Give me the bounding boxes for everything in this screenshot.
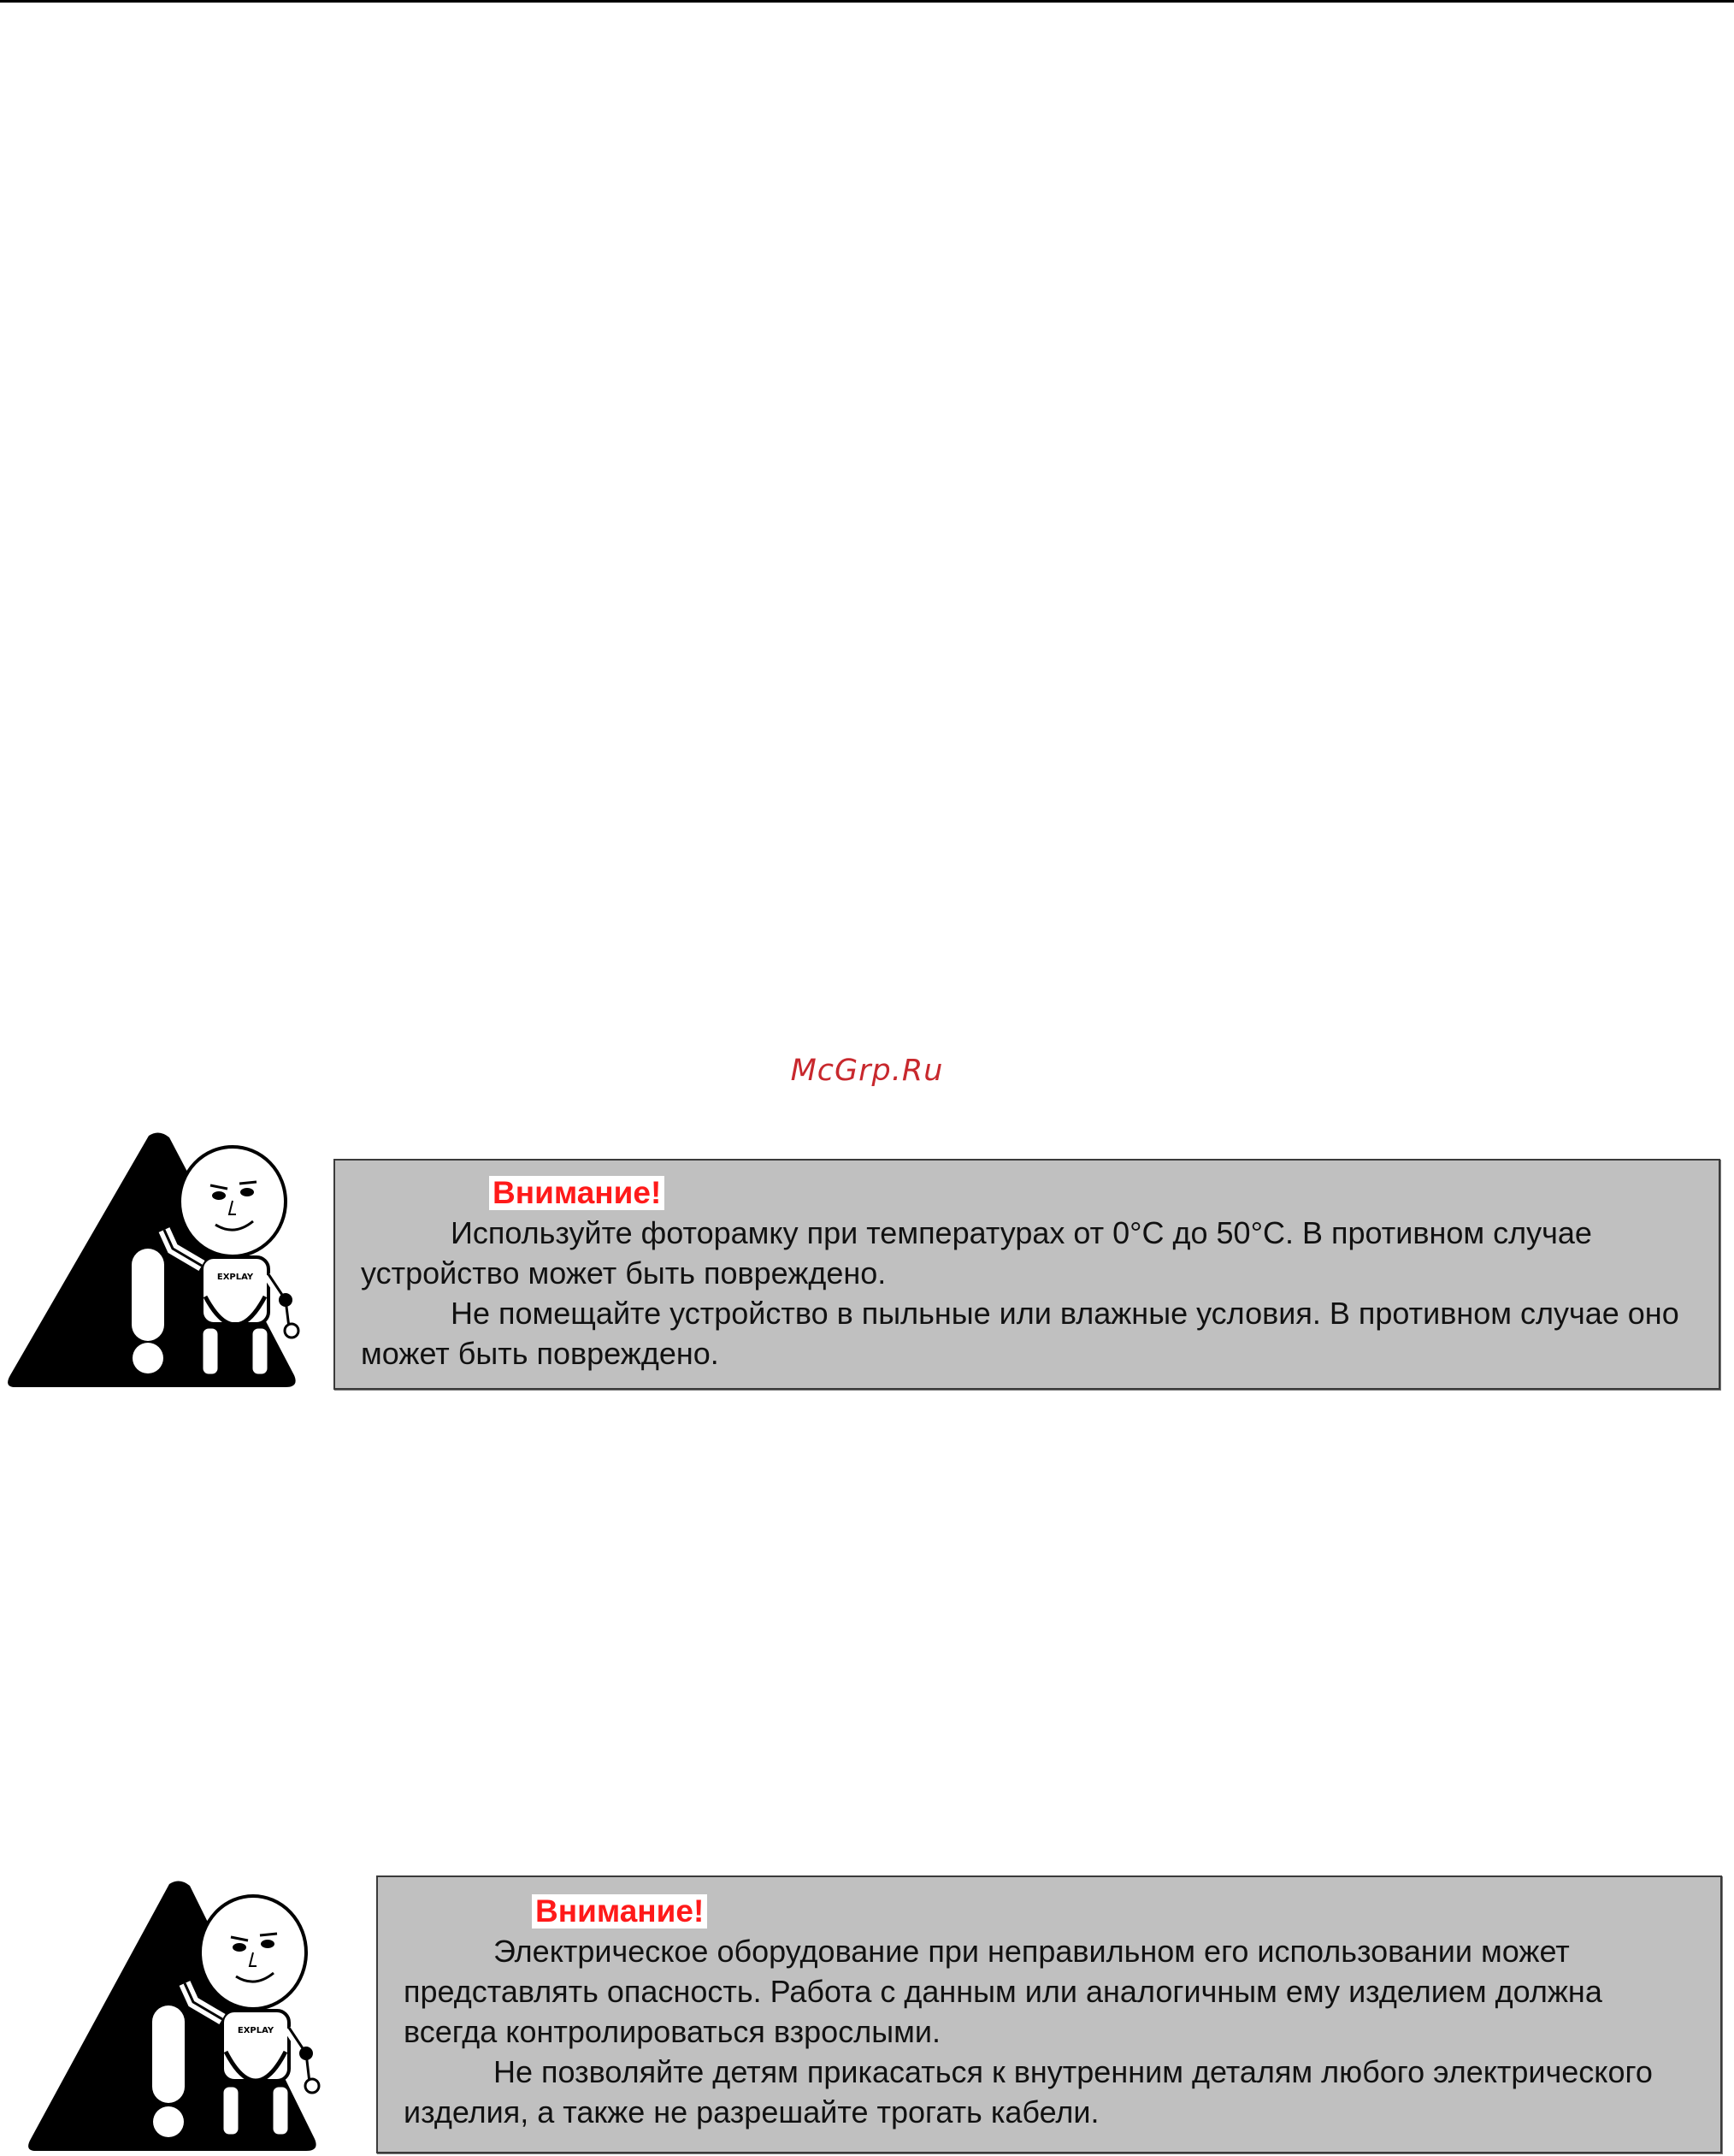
svg-text:EXPLAY: EXPLAY — [216, 1273, 254, 1282]
warning-notice — [376, 1875, 1722, 2153]
notice-paragraph: Не позволяйте детям прикасаться к внутренним деталям любого электрического изделия, а также не разрешайте трогать кабели. — [404, 2054, 1653, 2129]
notice-paragraph: Используйте фоторамку при температурах от 0°C до 50°C. В противном случае устройство может быть повреждено. — [361, 1215, 1592, 1291]
warning-mascot-icon — [24, 1877, 325, 2153]
notice-title: Внимание! — [489, 1176, 664, 1210]
watermark: McGrp.Ru — [790, 1054, 944, 1088]
top-rule — [0, 0, 1734, 3]
notice-paragraph: Электрическое оборудование при неправильном его использовании может представлять опасность. Работа с данным или аналогичным ему изделием должна всегда контролироваться взрослыми. — [404, 1934, 1602, 2049]
notice-paragraph: Не помещайте устройство в пыльные или влажные условия. В противном случае оно может быть повреждено. — [361, 1296, 1679, 1371]
svg-text:EXPLAY: EXPLAY — [237, 2026, 274, 2035]
warning-mascot-icon — [3, 1129, 304, 1389]
warning-notice — [333, 1159, 1720, 1390]
notice-title: Внимание! — [532, 1894, 707, 1929]
